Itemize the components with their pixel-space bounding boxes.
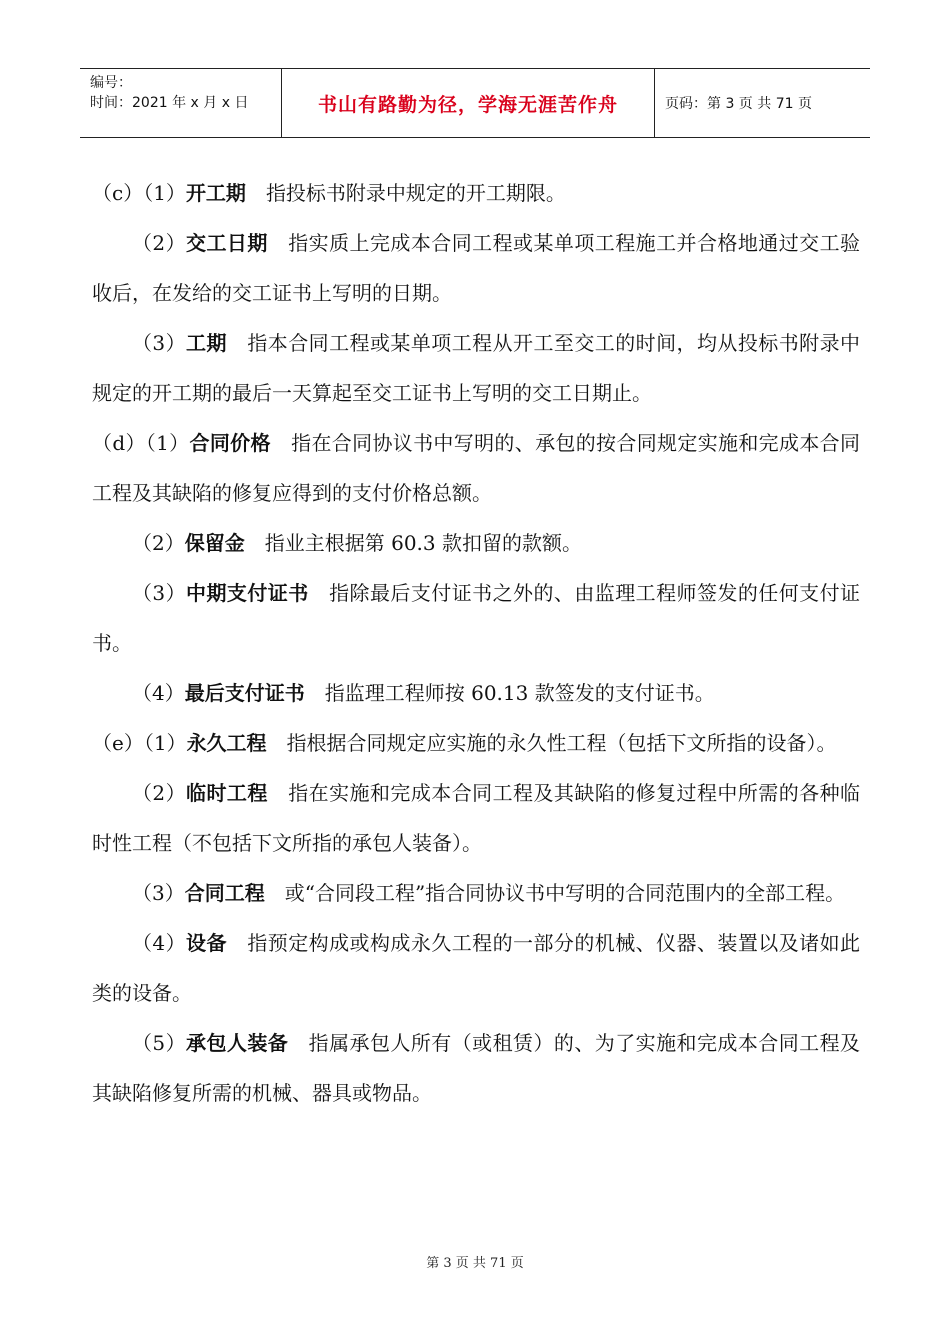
- term-heading: 合同价格: [189, 431, 271, 455]
- item-prefix: （c）（1）: [92, 181, 186, 205]
- header-motto: 书山有路勤为径，学海无涯苦作舟: [282, 69, 655, 137]
- term-heading: 永久工程: [186, 731, 267, 755]
- term-heading: 最后支付证书: [184, 681, 305, 705]
- item-prefix: （4）: [132, 931, 187, 955]
- item-prefix: （d）（1）: [92, 431, 190, 455]
- item-prefix: （2）: [132, 781, 187, 805]
- item-prefix: （e）（1）: [92, 731, 187, 755]
- paragraph-d4: [92, 668, 860, 718]
- term-heading: 设备: [186, 931, 227, 955]
- time-label: 时间：2021 年 x 月 x 日: [90, 95, 249, 111]
- term-definition: 指预定构成或构成永久工程的一部分的机械、仪器、装置以及诸如此类的设备。: [92, 931, 861, 1005]
- document-header: [80, 68, 870, 138]
- paragraph-c1: [92, 168, 860, 218]
- item-prefix: （2）: [132, 231, 187, 255]
- paragraph-e3: [92, 868, 860, 918]
- item-prefix: （3）: [132, 331, 187, 355]
- term-heading: 临时工程: [186, 781, 268, 805]
- paragraph-e5: [92, 1018, 860, 1118]
- page-footer: 第 3 页 共 71 页: [426, 1256, 524, 1271]
- term-heading: 工期: [186, 331, 227, 355]
- document-body: [92, 168, 860, 1118]
- item-prefix: （3）: [132, 881, 185, 905]
- paragraph-d1: [92, 418, 860, 518]
- serial-label: 编号：: [90, 75, 132, 91]
- header-page-info: 页码：第 3 页 共 71 页: [665, 96, 812, 112]
- term-definition: 指业主根据第 60.3 款扣留的款额。: [264, 531, 582, 555]
- header-meta: [80, 69, 282, 137]
- term-heading: 交工日期: [186, 231, 268, 255]
- term-definition: 或“合同段工程”指合同协议书中写明的合同范围内的全部工程。: [284, 881, 846, 905]
- paragraph-d3: [92, 568, 860, 668]
- paragraph-c3: [92, 318, 860, 418]
- term-heading: 开工期: [185, 181, 246, 205]
- term-definition: 指监理工程师按 60.13 款签发的支付证书。: [324, 681, 715, 705]
- term-definition: 指实质上完成本合同工程或某单项工程施工并合格地通过交工验收后，在发给的交工证书上写明的日期。: [92, 231, 861, 305]
- term-definition: 指属承包人所有（或租赁）的、为了实施和完成本合同工程及其缺陷修复所需的机械、器具或物品。: [92, 1031, 861, 1105]
- term-definition: 指除最后支付证书之外的、由监理工程师签发的任何支付证书。: [92, 581, 861, 655]
- item-prefix: （3）: [132, 581, 187, 605]
- paragraph-d2: [92, 518, 860, 568]
- term-heading: 承包人装备: [186, 1031, 289, 1055]
- term-definition: 指本合同工程或某单项工程从开工至交工的时间，均从投标书附录中规定的开工期的最后一天算起至交工证书上写明的交工日期止。: [92, 331, 861, 405]
- paragraph-e2: [92, 768, 860, 868]
- paragraph-c2: [92, 218, 860, 318]
- term-definition: 指根据合同规定应实施的永久性工程（包括下文所指的设备）。: [286, 731, 837, 755]
- item-prefix: （4）: [132, 681, 185, 705]
- item-prefix: （2）: [132, 531, 185, 555]
- paragraph-e4: [92, 918, 860, 1018]
- term-heading: 合同工程: [184, 881, 265, 905]
- paragraph-e1: [92, 718, 860, 768]
- term-heading: 保留金: [184, 531, 245, 555]
- term-definition: 指在实施和完成本合同工程及其缺陷的修复过程中所需的各种临时性工程（不包括下文所指的承包人装备）。: [92, 781, 861, 855]
- item-prefix: （5）: [132, 1031, 187, 1055]
- term-definition: 指在合同协议书中写明的、承包的按合同规定实施和完成本合同工程及其缺陷的修复应得到的支付价格总额。: [92, 431, 860, 505]
- term-definition: 指投标书附录中规定的开工期限。: [265, 181, 566, 205]
- term-heading: 中期支付证书: [186, 581, 309, 605]
